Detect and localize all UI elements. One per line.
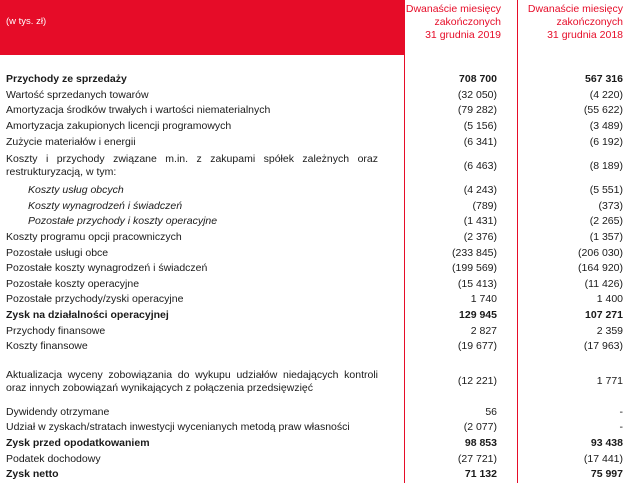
value-2018: (8 189) (589, 159, 623, 172)
value-2019: 56 (485, 405, 497, 418)
value-2019: (32 050) (457, 88, 497, 101)
table-row (0, 451, 635, 467)
table-row (0, 323, 635, 339)
value-2019: (15 413) (457, 277, 497, 290)
table-row (0, 467, 635, 483)
unit-label: (w tys. zł) (0, 0, 404, 55)
table-row (0, 277, 635, 293)
row-label: Pozostałe przychody/zyski operacyjne (6, 293, 184, 306)
table-row (0, 308, 635, 324)
table-header (0, 0, 635, 55)
table-row (0, 339, 635, 355)
row-label: Koszty i przychody związane m.in. z zakupami spółek zależnych oraz restrukturyzacją, w tym: (6, 153, 378, 179)
row-label: Przychody ze sprzedaży (6, 73, 127, 86)
row-label: Koszty wynagrodzeń i świadczeń (28, 199, 183, 212)
row-label: Pozostałe koszty operacyjne (6, 277, 140, 290)
value-2018: (11 426) (584, 277, 623, 290)
table-row (0, 420, 635, 436)
value-2018: - (619, 405, 623, 418)
value-2019: (2 077) (463, 421, 497, 434)
row-label: Pozostałe usługi obce (6, 246, 109, 259)
value-2018: (5 551) (589, 184, 623, 197)
value-2019: (5 156) (463, 120, 497, 133)
row-label: Przychody finansowe (6, 324, 106, 337)
value-2019: 129 945 (459, 309, 497, 322)
column-header-2018-line: zakończonych (556, 16, 623, 28)
value-2018: 75 997 (590, 468, 623, 481)
value-2018: (6 192) (589, 135, 623, 148)
row-label: Zysk na działalności operacyjnej (6, 309, 169, 322)
value-2019: (12 221) (457, 375, 497, 387)
value-2018: 107 271 (585, 309, 623, 322)
row-label: Pozostałe przychody i koszty operacyjne (28, 215, 218, 228)
value-2019: (233 845) (452, 246, 497, 259)
value-2018: (17 441) (583, 452, 623, 465)
value-2019: (4 243) (463, 184, 497, 197)
table-row (0, 88, 635, 104)
value-2019: 708 700 (459, 73, 497, 86)
table-row (0, 292, 635, 308)
row-label: Koszty usług obcych (28, 184, 124, 197)
table-row (0, 72, 635, 88)
value-2018: 1 400 (596, 293, 623, 306)
table-row (0, 150, 635, 183)
row-label: Koszty programu opcji pracowniczych (6, 231, 182, 244)
column-header-2019-line: Dwanaście miesięcy (405, 3, 501, 15)
column-header-2019 (404, 0, 517, 55)
value-2018: (4 220) (589, 88, 623, 101)
value-2019: (789) (472, 199, 497, 212)
value-2019: 98 853 (464, 436, 497, 449)
row-label: Koszty finansowe (6, 340, 88, 353)
value-2018: (2 265) (589, 215, 623, 228)
value-2018: (206 030) (578, 246, 623, 259)
value-2018: 2 359 (596, 324, 623, 337)
value-2018: (55 622) (583, 104, 623, 117)
table-row (0, 199, 635, 215)
value-2019: 2 827 (470, 324, 497, 337)
value-2018: (1 357) (589, 231, 623, 244)
table-row (0, 245, 635, 261)
value-2019: (6 463) (463, 159, 497, 172)
column-header-2019-line: zakończonych (434, 16, 501, 28)
value-2018: - (619, 421, 623, 434)
value-2018: 1 771 (596, 375, 623, 387)
table-row (0, 405, 635, 421)
value-2019: (6 341) (463, 135, 497, 148)
value-2019: (27 721) (457, 452, 497, 465)
value-2018: 567 316 (585, 73, 623, 86)
value-2018: (3 489) (589, 120, 623, 133)
row-label: Zużycie materiałów i energii (6, 135, 136, 148)
row-label: Zysk netto (6, 468, 59, 481)
table-row (0, 230, 635, 246)
row-label: Pozostałe koszty wynagrodzeń i świadczeń (6, 262, 208, 275)
value-2018: (373) (598, 199, 623, 212)
row-label: Amortyzacja środków trwałych i wartości niematerialnych (6, 104, 271, 117)
table-row (0, 359, 635, 405)
row-label: Wartość sprzedanych towarów (6, 88, 149, 101)
row-label: Podatek dochodowy (6, 452, 101, 465)
value-2019: (79 282) (457, 104, 497, 117)
column-header-2019-line: 31 grudnia 2019 (425, 29, 501, 41)
value-2019: (1 431) (463, 215, 497, 228)
row-label: Amortyzacja zakupionych licencji programowych (6, 120, 232, 133)
value-2019: 1 740 (470, 293, 497, 306)
table-row (0, 103, 635, 119)
value-2018: 93 438 (590, 436, 623, 449)
table-row (0, 183, 635, 199)
table-row (0, 436, 635, 452)
row-label: Dywidendy otrzymane (6, 405, 110, 418)
value-2019: (2 376) (463, 231, 497, 244)
row-label: Udział w zyskach/stratach inwestycji wycenianych metodą praw własności (6, 421, 350, 434)
column-header-2018-line: Dwanaście miesięcy (527, 3, 623, 15)
value-2019: 71 132 (464, 468, 497, 481)
income-statement-table (0, 72, 635, 482)
table-row (0, 261, 635, 277)
value-2018: (164 920) (578, 262, 623, 275)
column-header-2018-line: 31 grudnia 2018 (547, 29, 623, 41)
value-2018: (17 963) (583, 340, 623, 353)
value-2019: (19 677) (457, 340, 497, 353)
value-2019: (199 569) (452, 262, 497, 275)
row-label: Aktualizacja wyceny zobowiązania do wykupu udziałów niedających kontroli oraz innych zobowiązań wynikających z połączenia przedsięwzięć (6, 368, 378, 394)
table-row (0, 134, 635, 150)
table-row (0, 119, 635, 135)
column-header-2018 (517, 0, 635, 55)
table-row (0, 214, 635, 230)
row-label: Zysk przed opodatkowaniem (6, 436, 150, 449)
